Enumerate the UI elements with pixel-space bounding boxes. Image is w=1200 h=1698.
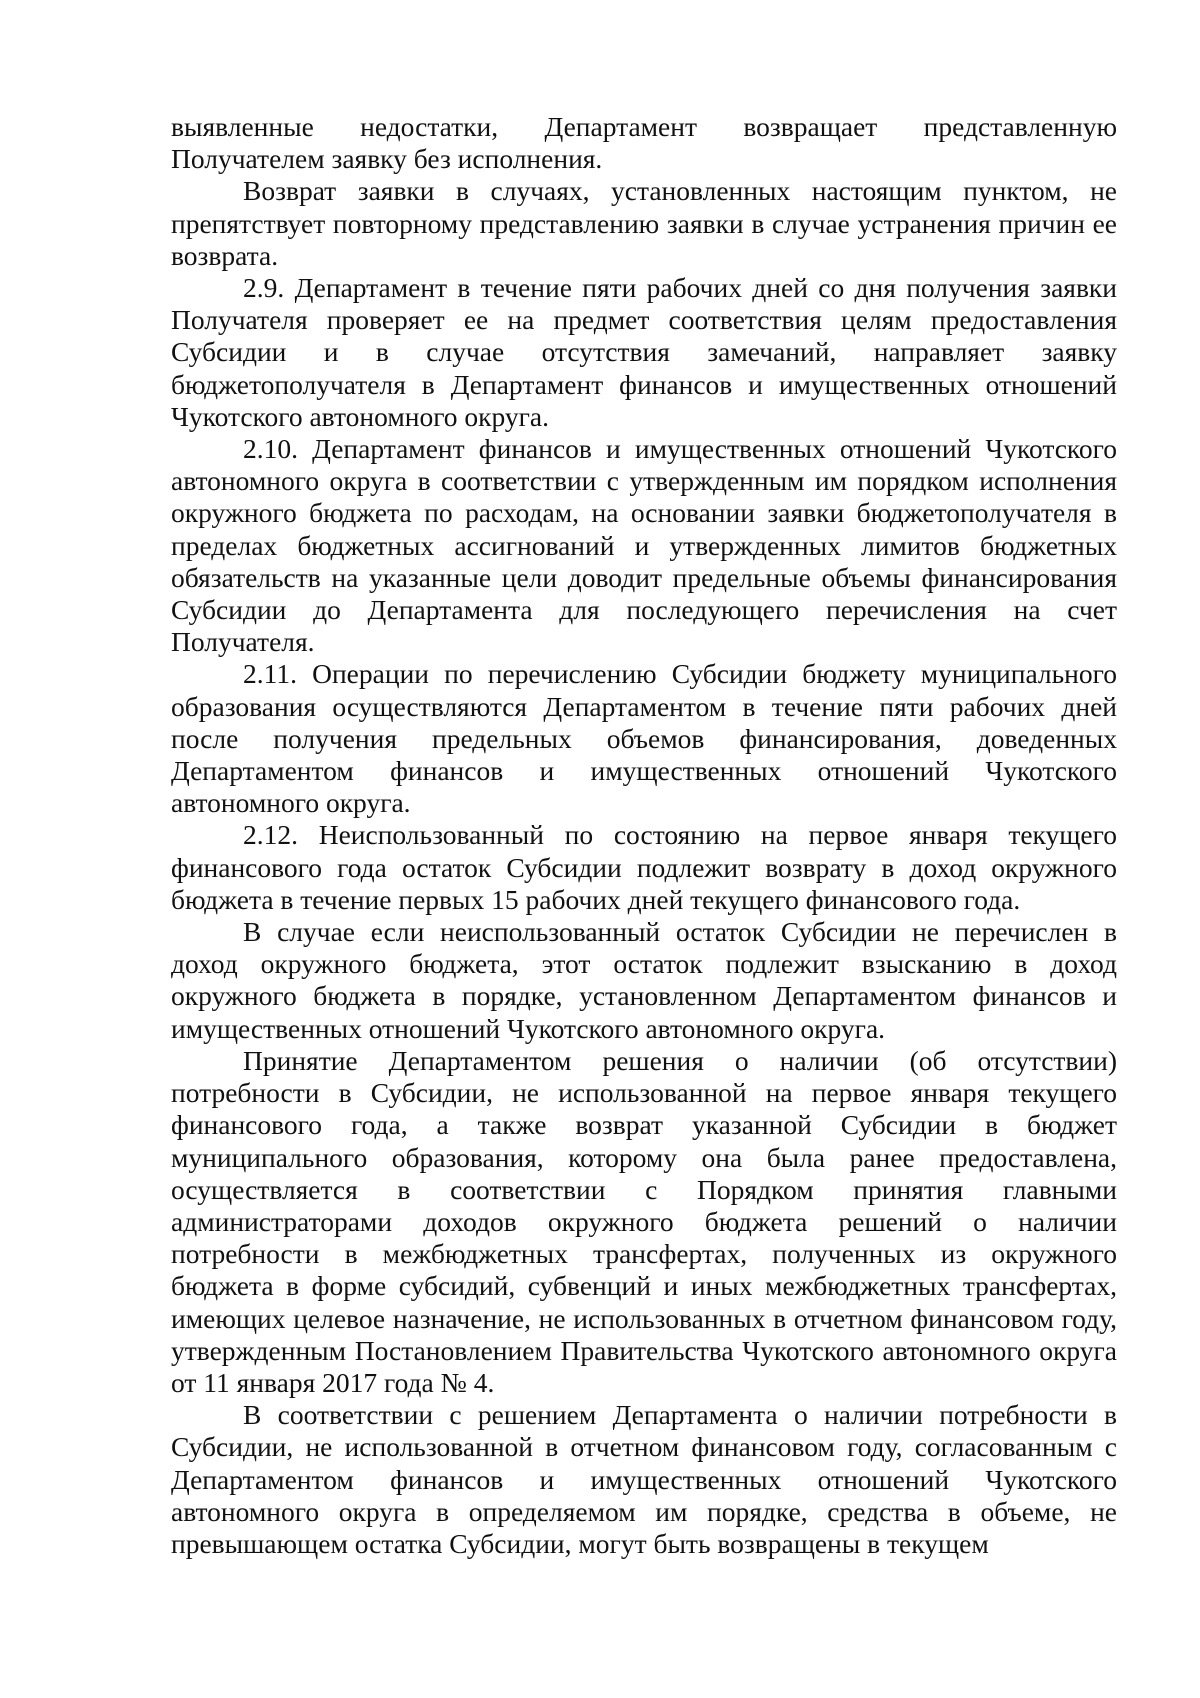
- paragraph-returned-application: выявленные недостатки, Департамент возвращает представленную Получателем заявку без исполнения.: [171, 111, 1117, 175]
- paragraph-unused-balance-recovery: В случае если неиспользованный остаток Субсидии не перечислен в доход окружного бюджета, этот остаток подлежит взысканию в доход окружного бюджета в порядке, установленном Департаментом финансов и имущественных отношений Чукотского автономного округа.: [171, 916, 1117, 1044]
- paragraph-return-conditions: Возврат заявки в случаях, установленных настоящим пунктом, не препятствует повторному представлению заявки в случае устранения причин ее возврата.: [171, 175, 1117, 271]
- paragraph-2-10: 2.10. Департамент финансов и имущественных отношений Чукотского автономного округа в соответствии с утвержденным им порядком исполнения окружного бюджета по расходам, на основании заявки бюджетополучателя в пределах бюджетных ассигнований и утвержденных лимитов бюджетных обязательств на указанные цели доводит предельные объемы финансирования Субсидии до Департамента для последующего перечисления на счет Получателя.: [171, 433, 1117, 658]
- document-page: [171, 111, 1117, 1560]
- paragraph-need-decision: Принятие Департаментом решения о наличии (об отсутствии) потребности в Субсидии, не использованной на первое января текущего финансового года, а также возврат указанной Субсидии в бюджет муниципального образования, которому она была ранее предоставлена, осуществляется в соответствии с Порядком принятия главными администраторами доходов окружного бюджета решений о наличии потребности в межбюджетных трансфертах, полученных из окружного бюджета в форме субсидий, субвенций и иных межбюджетных трансфертах, имеющих целевое назначение, не использованных в отчетном финансовом году, утвержденным Постановлением Правительства Чукотского автономного округа от 11 января 2017 года № 4.: [171, 1044, 1117, 1398]
- paragraph-2-12: 2.12. Неиспользованный по состоянию на первое января текущего финансового года остаток Субсидии подлежит возврату в доход окружного бюджета в течение первых 15 рабочих дней текущего финансового года.: [171, 819, 1117, 915]
- paragraph-return-in-current-year: В соответствии с решением Департамента о наличии потребности в Субсидии, не использованной в отчетном финансовом году, согласованным с Департаментом финансов и имущественных отношений Чукотского автономного округа в определяемом им порядке, средства в объеме, не превышающем остатка Субсидии, могут быть возвращены в текущем: [171, 1399, 1117, 1559]
- paragraph-2-9: 2.9. Департамент в течение пяти рабочих дней со дня получения заявки Получателя проверяет ее на предмет соответствия целям предоставления Субсидии и в случае отсутствия замечаний, направляет заявку бюджетополучателя в Департамент финансов и имущественных отношений Чукотского автономного округа.: [171, 272, 1117, 432]
- paragraph-2-11: 2.11. Операции по перечислению Субсидии бюджету муниципального образования осуществляются Департаментом в течение пяти рабочих дней после получения предельных объемов финансирования, доведенных Департаментом финансов и имущественных отношений Чукотского автономного округа.: [171, 658, 1117, 819]
